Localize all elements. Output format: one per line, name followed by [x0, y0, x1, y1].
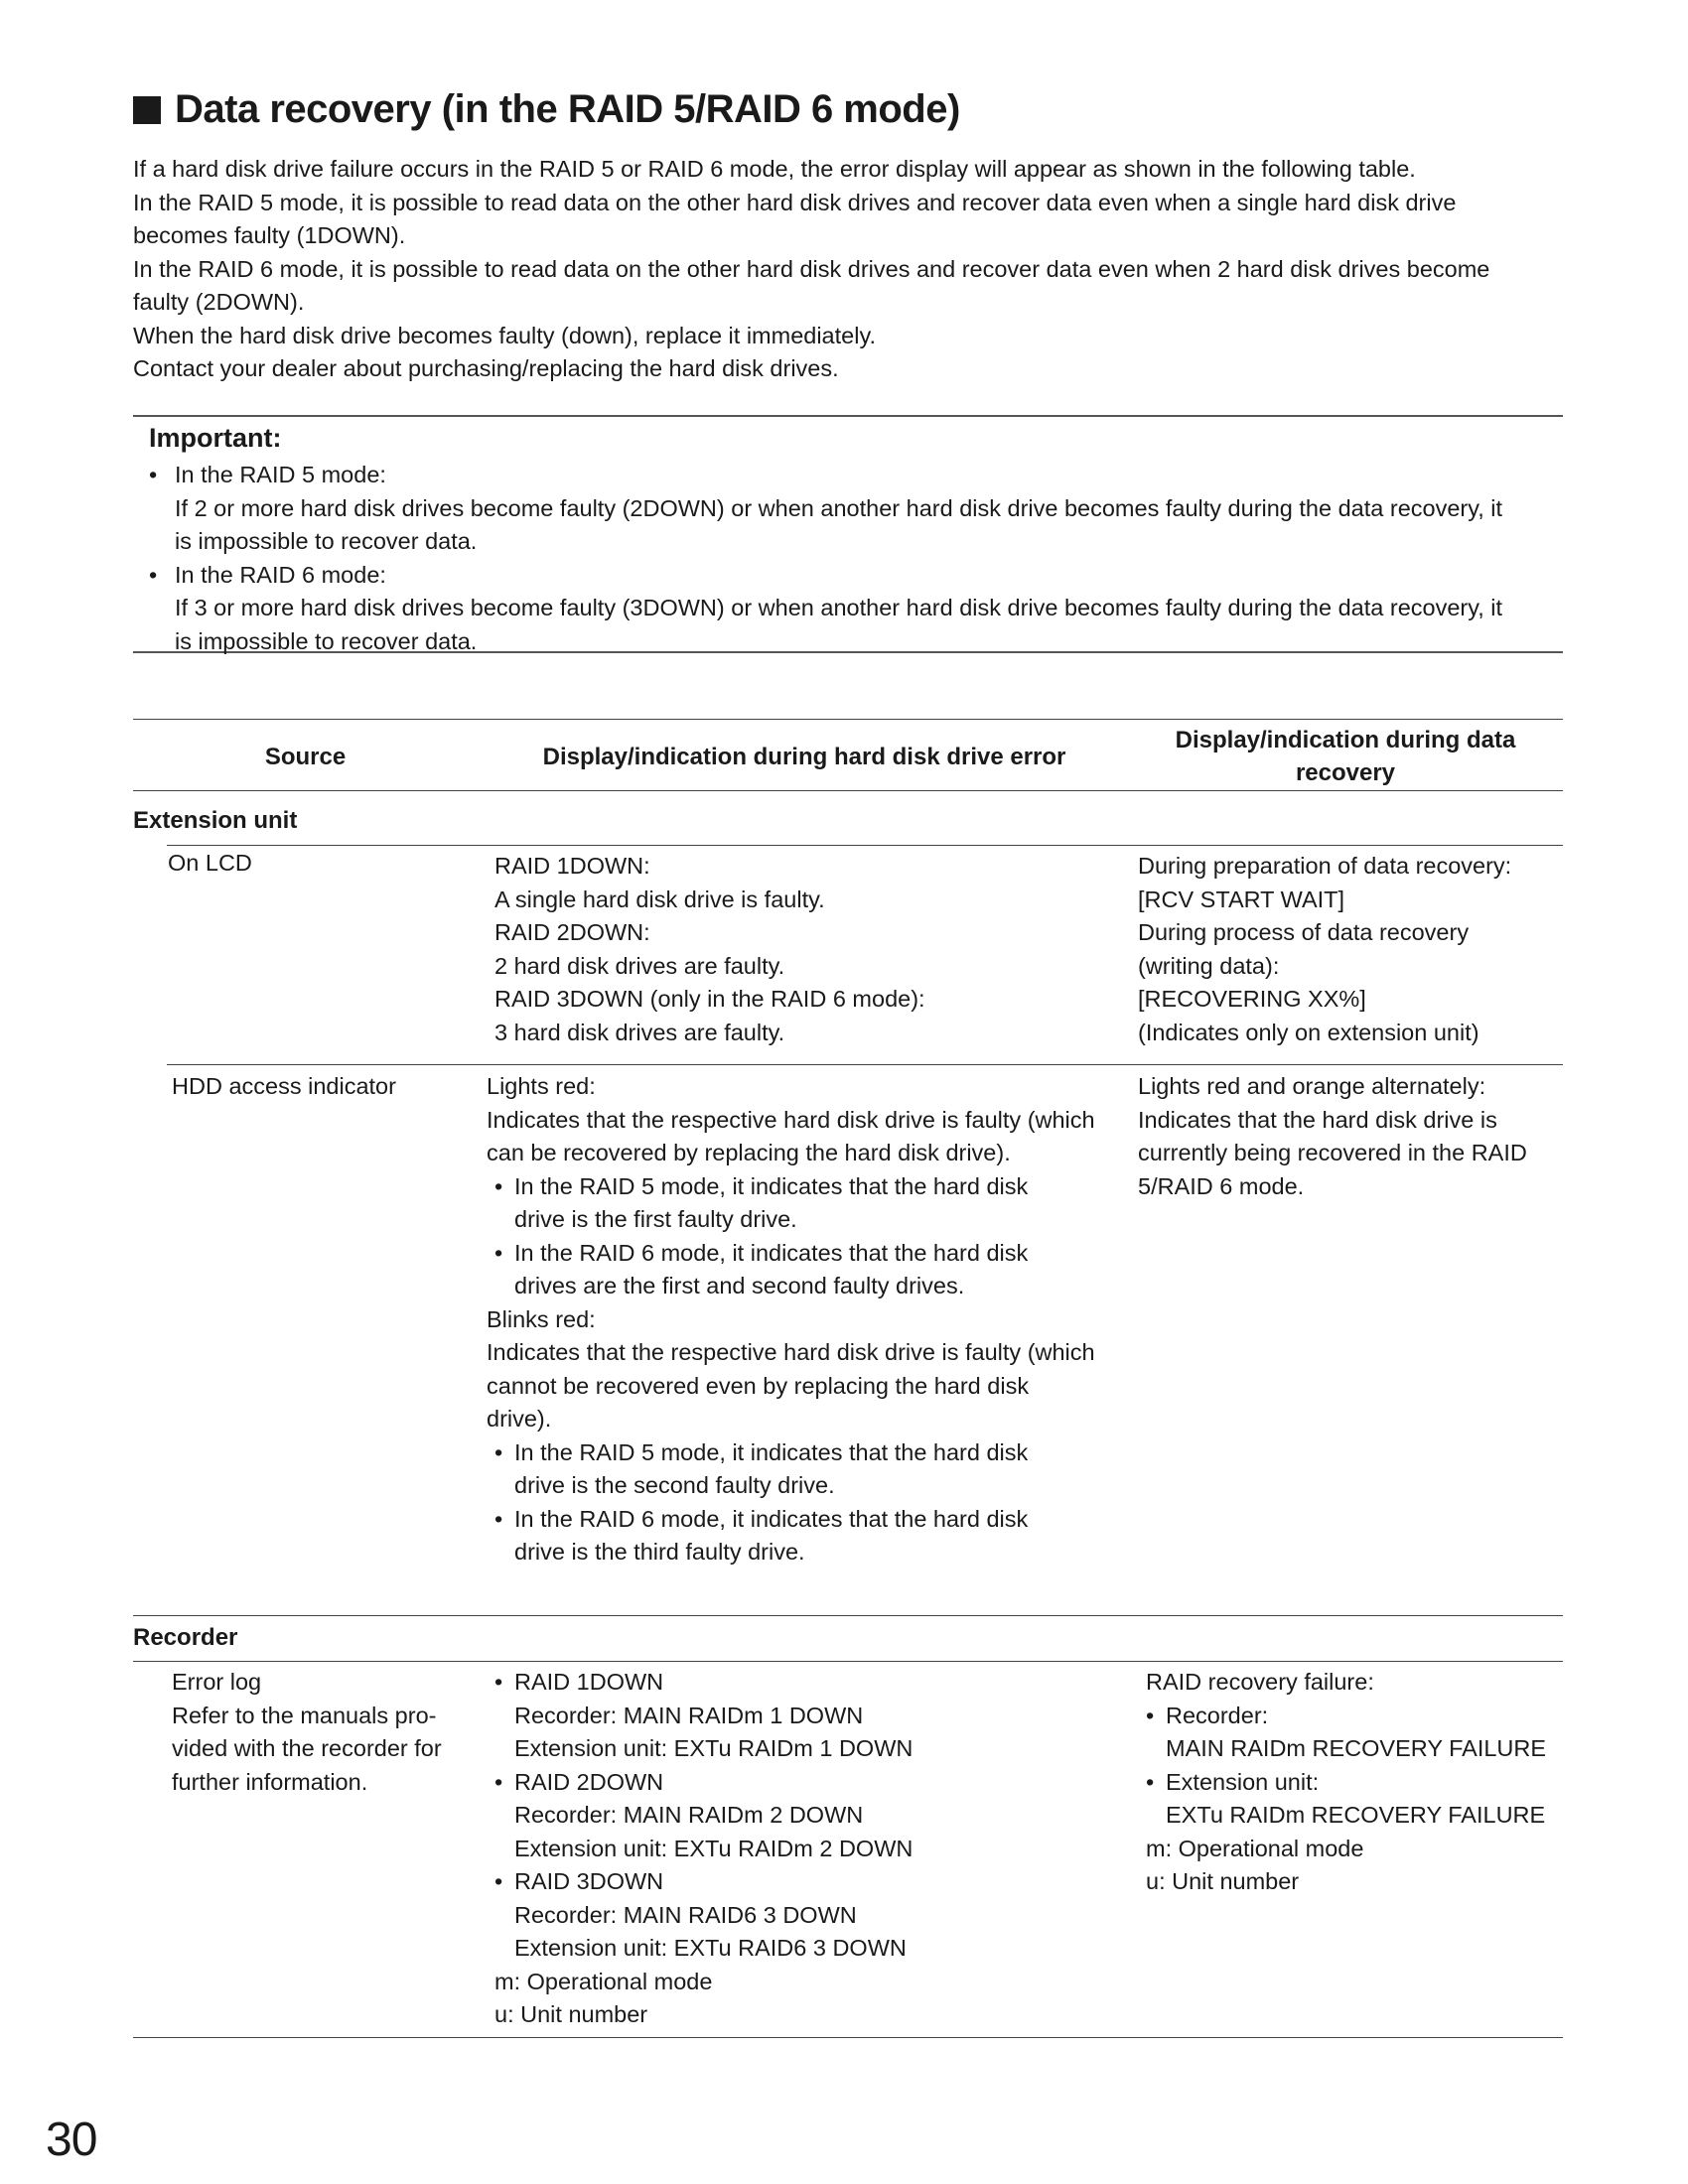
- page-title-text: Data recovery (in the RAID 5/RAID 6 mode): [175, 87, 960, 131]
- text-line: A single hard disk drive is faulty.: [494, 886, 825, 912]
- bullet-icon: •: [494, 1438, 503, 1465]
- bullet-icon: •: [494, 1505, 503, 1532]
- text-line: u: Unit number: [494, 2001, 648, 2027]
- text-line: RAID 3DOWN (only in the RAID 6 mode):: [494, 986, 925, 1012]
- text-line: u: Unit number: [1146, 1868, 1300, 1894]
- intro-line: In the RAID 5 mode, it is possible to read data on the other hard disk drives and recover data even when a single hard disk drive: [133, 189, 1457, 215]
- column-header-error: Display/indication during hard disk drive error: [542, 744, 1066, 770]
- table-top-rule: [133, 719, 1563, 720]
- text-line: Extension unit: EXTu RAIDm 2 DOWN: [514, 1835, 914, 1861]
- section-rule: [167, 845, 1563, 846]
- important-line: is impossible to recover data.: [175, 528, 478, 554]
- row-rule: [167, 1064, 1563, 1065]
- text-line: Error log: [172, 1669, 262, 1695]
- error-log-display: [487, 1666, 1142, 2032]
- column-header-source: Source: [264, 744, 347, 770]
- text-line: RAID 1DOWN:: [494, 853, 650, 879]
- text-line: Indicates that the respective hard disk drive is faulty (which: [487, 1106, 1095, 1133]
- lcd-error-display: [494, 850, 1130, 1049]
- important-item: [149, 559, 1549, 659]
- text-line: Recorder:: [1166, 1702, 1269, 1728]
- bullet-item: [487, 1865, 1142, 1966]
- source-hdd-access-indicator: HDD access indicator: [172, 1073, 396, 1099]
- section-recorder: Recorder: [133, 1624, 238, 1651]
- text-line: (Indicates only on extension unit): [1138, 1019, 1479, 1045]
- bullet-item: [487, 1436, 1142, 1503]
- section-rule: [133, 1661, 1563, 1662]
- text-line: Indicates that the hard disk drive is: [1138, 1106, 1497, 1133]
- important-line: In the RAID 6 mode:: [175, 561, 386, 588]
- text-line: 3 hard disk drives are faulty.: [494, 1019, 785, 1045]
- text-line: currently being recovered in the RAID: [1138, 1140, 1527, 1165]
- text-line: Extension unit: EXTu RAID6 3 DOWN: [514, 1935, 907, 1961]
- intro-line: Contact your dealer about purchasing/replacing the hard disk drives.: [133, 355, 839, 381]
- important-line: If 3 or more hard disk drives become faulty (3DOWN) or when another hard disk drive becomes faulty during the data recovery, it: [175, 595, 1503, 620]
- text-line: In the RAID 5 mode, it indicates that the hard disk: [514, 1438, 1029, 1465]
- hdd-recovery-display: [1138, 1070, 1555, 1203]
- text-line: In the RAID 6 mode, it indicates that the hard disk: [514, 1505, 1029, 1532]
- table-bottom-rule: [133, 2037, 1563, 2038]
- text-line: drives are the first and second faulty drives.: [514, 1273, 965, 1298]
- intro-line: When the hard disk drive becomes faulty (down), replace it immediately.: [133, 322, 876, 348]
- text-line: Refer to the manuals pro-: [172, 1702, 437, 1728]
- bullet-icon: •: [149, 561, 158, 588]
- section-extension-unit: Extension unit: [133, 807, 298, 834]
- text-line: further information.: [172, 1768, 368, 1795]
- bullet-icon: •: [1146, 1768, 1155, 1795]
- intro-line: If a hard disk drive failure occurs in the RAID 5 or RAID 6 mode, the error display will appear as shown in the following table.: [133, 156, 1416, 182]
- bullet-item: [1146, 1766, 1559, 1833]
- bullet-icon: •: [1146, 1702, 1155, 1728]
- bullet-icon: •: [494, 1868, 503, 1894]
- text-line: Blinks red:: [487, 1305, 596, 1332]
- text-line: In the RAID 6 mode, it indicates that the hard disk: [514, 1239, 1029, 1266]
- table-header-rule: [133, 790, 1563, 791]
- column-header-recovery: [1132, 724, 1559, 789]
- column-header-recovery-line: Display/indication during data: [1175, 727, 1516, 753]
- text-line: drive is the third faulty drive.: [514, 1539, 805, 1565]
- source-on-lcd: On LCD: [168, 850, 252, 876]
- text-line: drive is the first faulty drive.: [514, 1206, 797, 1232]
- text-line: RAID 2DOWN:: [494, 919, 650, 945]
- intro-line: becomes faulty (1DOWN).: [133, 222, 406, 248]
- text-line: m: Operational mode: [494, 1968, 713, 1994]
- text-line: MAIN RAIDm RECOVERY FAILURE: [1166, 1735, 1547, 1761]
- text-line: vided with the recorder for: [172, 1735, 442, 1761]
- error-log-recovery-display: [1146, 1666, 1559, 1899]
- bullet-item: [487, 1766, 1142, 1866]
- important-heading: Important:: [149, 423, 282, 453]
- text-line: 5/RAID 6 mode.: [1138, 1172, 1305, 1199]
- text-line: [RECOVERING XX%]: [1138, 986, 1366, 1012]
- text-line: Recorder: MAIN RAIDm 2 DOWN: [514, 1802, 864, 1828]
- text-line: In the RAID 5 mode, it indicates that the hard disk: [514, 1172, 1029, 1199]
- bullet-icon: •: [494, 1669, 503, 1695]
- lcd-recovery-display: [1138, 850, 1555, 1049]
- text-line: RAID recovery failure:: [1146, 1669, 1374, 1695]
- text-line: Extension unit:: [1166, 1768, 1320, 1795]
- bullet-item: [487, 1666, 1142, 1766]
- text-line: (writing data):: [1138, 952, 1280, 979]
- page-number: 30: [46, 2114, 97, 2166]
- text-line: Lights red and orange alternately:: [1138, 1073, 1486, 1099]
- section-rule: [133, 1615, 1563, 1616]
- bullet-item: [487, 1170, 1142, 1237]
- square-bullet-icon: [133, 96, 161, 124]
- bullet-item: [487, 1237, 1142, 1303]
- bullet-icon: •: [494, 1239, 503, 1266]
- text-line: [RCV START WAIT]: [1138, 886, 1345, 912]
- text-line: Recorder: MAIN RAIDm 1 DOWN: [514, 1702, 864, 1728]
- text-line: Lights red:: [487, 1073, 596, 1099]
- intro-line: In the RAID 6 mode, it is possible to read data on the other hard disk drives and recover data even when 2 hard disk drives become: [133, 255, 1490, 282]
- text-line: Recorder: MAIN RAID6 3 DOWN: [514, 1901, 857, 1928]
- source-error-log: [172, 1666, 470, 1799]
- bullet-item: [487, 1503, 1142, 1570]
- bullet-icon: •: [494, 1768, 503, 1795]
- page-title: [133, 87, 960, 132]
- text-line: EXTu RAIDm RECOVERY FAILURE: [1166, 1802, 1546, 1828]
- text-line: During process of data recovery: [1138, 919, 1470, 945]
- text-line: drive is the second faulty drive.: [514, 1472, 835, 1498]
- intro-text: [133, 153, 1563, 386]
- text-line: can be recovered by replacing the hard disk drive).: [487, 1140, 1011, 1165]
- important-note: [133, 415, 1563, 653]
- bullet-icon: •: [149, 462, 158, 487]
- text-line: During preparation of data recovery:: [1138, 853, 1512, 879]
- text-line: drive).: [487, 1406, 552, 1432]
- bullet-icon: •: [494, 1172, 503, 1199]
- text-line: RAID 2DOWN: [514, 1768, 664, 1795]
- text-line: m: Operational mode: [1146, 1835, 1364, 1861]
- text-line: 2 hard disk drives are faulty.: [494, 952, 785, 979]
- important-item: [149, 459, 1549, 559]
- text-line: Extension unit: EXTu RAIDm 1 DOWN: [514, 1735, 914, 1761]
- text-line: RAID 3DOWN: [514, 1868, 664, 1894]
- text-line: RAID 1DOWN: [514, 1669, 664, 1695]
- intro-line: faulty (2DOWN).: [133, 289, 305, 315]
- important-line: In the RAID 5 mode:: [175, 462, 386, 487]
- important-list: [149, 459, 1549, 658]
- important-line: If 2 or more hard disk drives become faulty (2DOWN) or when another hard disk drive becomes faulty during the data recovery, it: [175, 494, 1503, 521]
- important-line: is impossible to recover data.: [175, 627, 478, 654]
- text-line: cannot be recovered even by replacing the hard disk: [487, 1372, 1030, 1399]
- column-header-recovery-line: recovery: [1295, 759, 1396, 786]
- text-line: Indicates that the respective hard disk drive is faulty (which: [487, 1339, 1095, 1365]
- bullet-item: [1146, 1700, 1559, 1766]
- hdd-error-display: [487, 1070, 1142, 1570]
